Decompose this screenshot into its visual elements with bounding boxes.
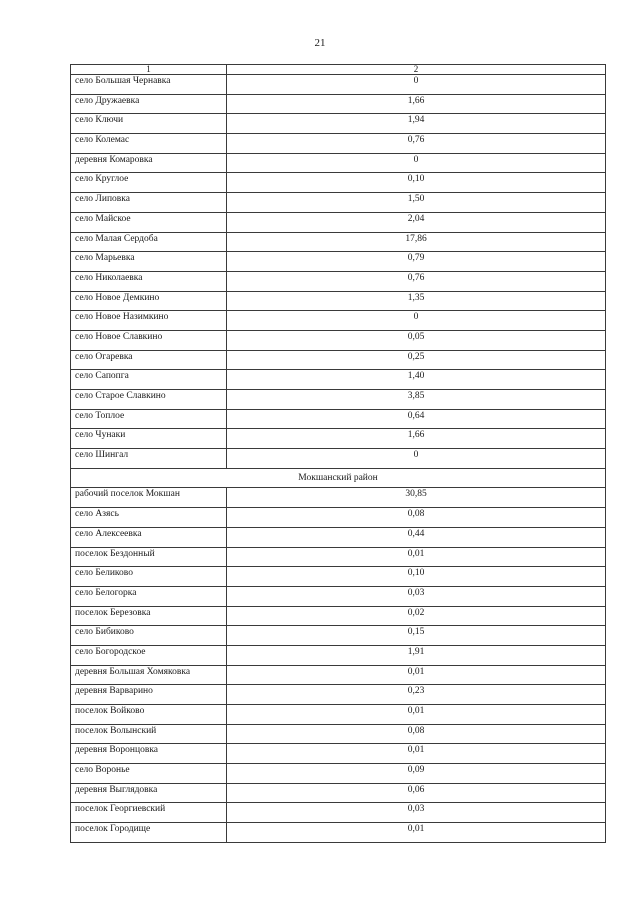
section-row (71, 468, 606, 488)
table-row (71, 764, 606, 784)
settlement-value: 1,40 (227, 370, 606, 390)
settlement-name: село Беликово (71, 567, 227, 587)
settlement-name: село Бибиково (71, 626, 227, 646)
settlement-name: село Алексеевка (71, 527, 227, 547)
table-row (71, 271, 606, 291)
table-row (71, 665, 606, 685)
table-row (71, 311, 606, 331)
table-row (71, 193, 606, 213)
settlement-name: село Сапопга (71, 370, 227, 390)
table-row (71, 547, 606, 567)
table-row (71, 527, 606, 547)
settlement-name: село Чунаки (71, 429, 227, 449)
settlement-value: 1,94 (227, 114, 606, 134)
table-row (71, 429, 606, 449)
page-number: 21 (314, 37, 326, 49)
table-row (71, 724, 606, 744)
settlement-value: 0,01 (227, 547, 606, 567)
settlement-value: 0,08 (227, 508, 606, 528)
table-row (71, 508, 606, 528)
settlement-value: 0 (227, 311, 606, 331)
settlement-name: село Николаевка (71, 271, 227, 291)
settlement-name: село Огаревка (71, 350, 227, 370)
settlement-value: 0,02 (227, 606, 606, 626)
table-row (71, 823, 606, 843)
settlement-name: село Дружаевка (71, 94, 227, 114)
settlement-value: 0,10 (227, 567, 606, 587)
settlement-value: 1,66 (227, 429, 606, 449)
settlement-name: село Воронье (71, 764, 227, 784)
settlement-name: село Большая Чернавка (71, 75, 227, 95)
settlement-name: поселок Волынский (71, 724, 227, 744)
table-row (71, 744, 606, 764)
table-row (71, 606, 606, 626)
settlement-name: поселок Березовка (71, 606, 227, 626)
table-row (71, 330, 606, 350)
settlement-value: 2,04 (227, 212, 606, 232)
table-row (71, 114, 606, 134)
table-row (71, 350, 606, 370)
settlement-value: 0 (227, 153, 606, 173)
settlement-name: деревня Большая Хомяковка (71, 665, 227, 685)
settlement-value: 0,05 (227, 330, 606, 350)
settlement-value: 0,76 (227, 134, 606, 154)
settlement-name: поселок Бездонный (71, 547, 227, 567)
settlement-value: 0,15 (227, 626, 606, 646)
data-table (70, 64, 606, 843)
table-row (71, 390, 606, 410)
table-row (71, 173, 606, 193)
settlement-value: 0,10 (227, 173, 606, 193)
settlement-name: поселок Войково (71, 705, 227, 725)
settlement-value: 0,79 (227, 252, 606, 272)
settlement-name: село Новое Славкино (71, 330, 227, 350)
settlement-value: 0,03 (227, 803, 606, 823)
settlement-value: 0,06 (227, 783, 606, 803)
table-row (71, 94, 606, 114)
settlement-name: село Старое Славкино (71, 390, 227, 410)
settlement-value: 0,01 (227, 823, 606, 843)
settlement-value: 0 (227, 449, 606, 469)
table-row (71, 370, 606, 390)
table-row (71, 232, 606, 252)
settlement-value: 1,66 (227, 94, 606, 114)
settlement-value: 0,23 (227, 685, 606, 705)
settlement-name: село Липовка (71, 193, 227, 213)
settlement-value: 0,01 (227, 665, 606, 685)
table-row (71, 567, 606, 587)
settlement-value: 0,44 (227, 527, 606, 547)
table-row (71, 291, 606, 311)
settlement-value: 0,01 (227, 744, 606, 764)
table-row (71, 134, 606, 154)
settlement-name: поселок Георгиевский (71, 803, 227, 823)
settlement-name: деревня Комаровка (71, 153, 227, 173)
settlement-name: поселок Городище (71, 823, 227, 843)
settlement-value: 30,85 (227, 488, 606, 508)
settlement-name: село Новое Назимкино (71, 311, 227, 331)
table-row (71, 586, 606, 606)
settlement-value: 0,01 (227, 705, 606, 725)
settlement-name: село Белогорка (71, 586, 227, 606)
table-row (71, 449, 606, 469)
settlement-name: рабочий поселок Мокшан (71, 488, 227, 508)
table-row (71, 645, 606, 665)
settlement-name: село Азясь (71, 508, 227, 528)
table-row (71, 153, 606, 173)
settlement-value: 0,09 (227, 764, 606, 784)
settlement-name: деревня Выглядовка (71, 783, 227, 803)
settlement-name: село Малая Сердоба (71, 232, 227, 252)
table-row (71, 75, 606, 95)
table-header-row (71, 65, 606, 75)
settlement-name: деревня Воронцовка (71, 744, 227, 764)
column-header-1: 1 (71, 65, 227, 75)
settlement-value: 0,03 (227, 586, 606, 606)
settlement-name: село Круглое (71, 173, 227, 193)
settlement-value: 0,64 (227, 409, 606, 429)
settlement-name: деревня Варварино (71, 685, 227, 705)
table-row (71, 626, 606, 646)
table-row (71, 488, 606, 508)
settlement-value: 0,08 (227, 724, 606, 744)
settlement-name: село Новое Демкино (71, 291, 227, 311)
settlement-name: село Богородское (71, 645, 227, 665)
settlement-name: село Топлое (71, 409, 227, 429)
table-row (71, 705, 606, 725)
settlement-value: 0 (227, 75, 606, 95)
table-row (71, 803, 606, 823)
settlement-value: 1,50 (227, 193, 606, 213)
settlement-value: 3,85 (227, 390, 606, 410)
settlement-value: 1,35 (227, 291, 606, 311)
settlement-name: село Марьевка (71, 252, 227, 272)
table-row (71, 409, 606, 429)
settlement-name: село Шингал (71, 449, 227, 469)
section-title: Мокшанский район (71, 468, 606, 488)
settlement-name: село Майское (71, 212, 227, 232)
settlement-name: село Колемас (71, 134, 227, 154)
settlement-value: 17,86 (227, 232, 606, 252)
settlement-value: 0,25 (227, 350, 606, 370)
column-header-2: 2 (227, 65, 606, 75)
table-row (71, 685, 606, 705)
table-row (71, 252, 606, 272)
settlement-name: село Ключи (71, 114, 227, 134)
table-row (71, 783, 606, 803)
table-row (71, 212, 606, 232)
settlement-value: 1,91 (227, 645, 606, 665)
settlement-value: 0,76 (227, 271, 606, 291)
